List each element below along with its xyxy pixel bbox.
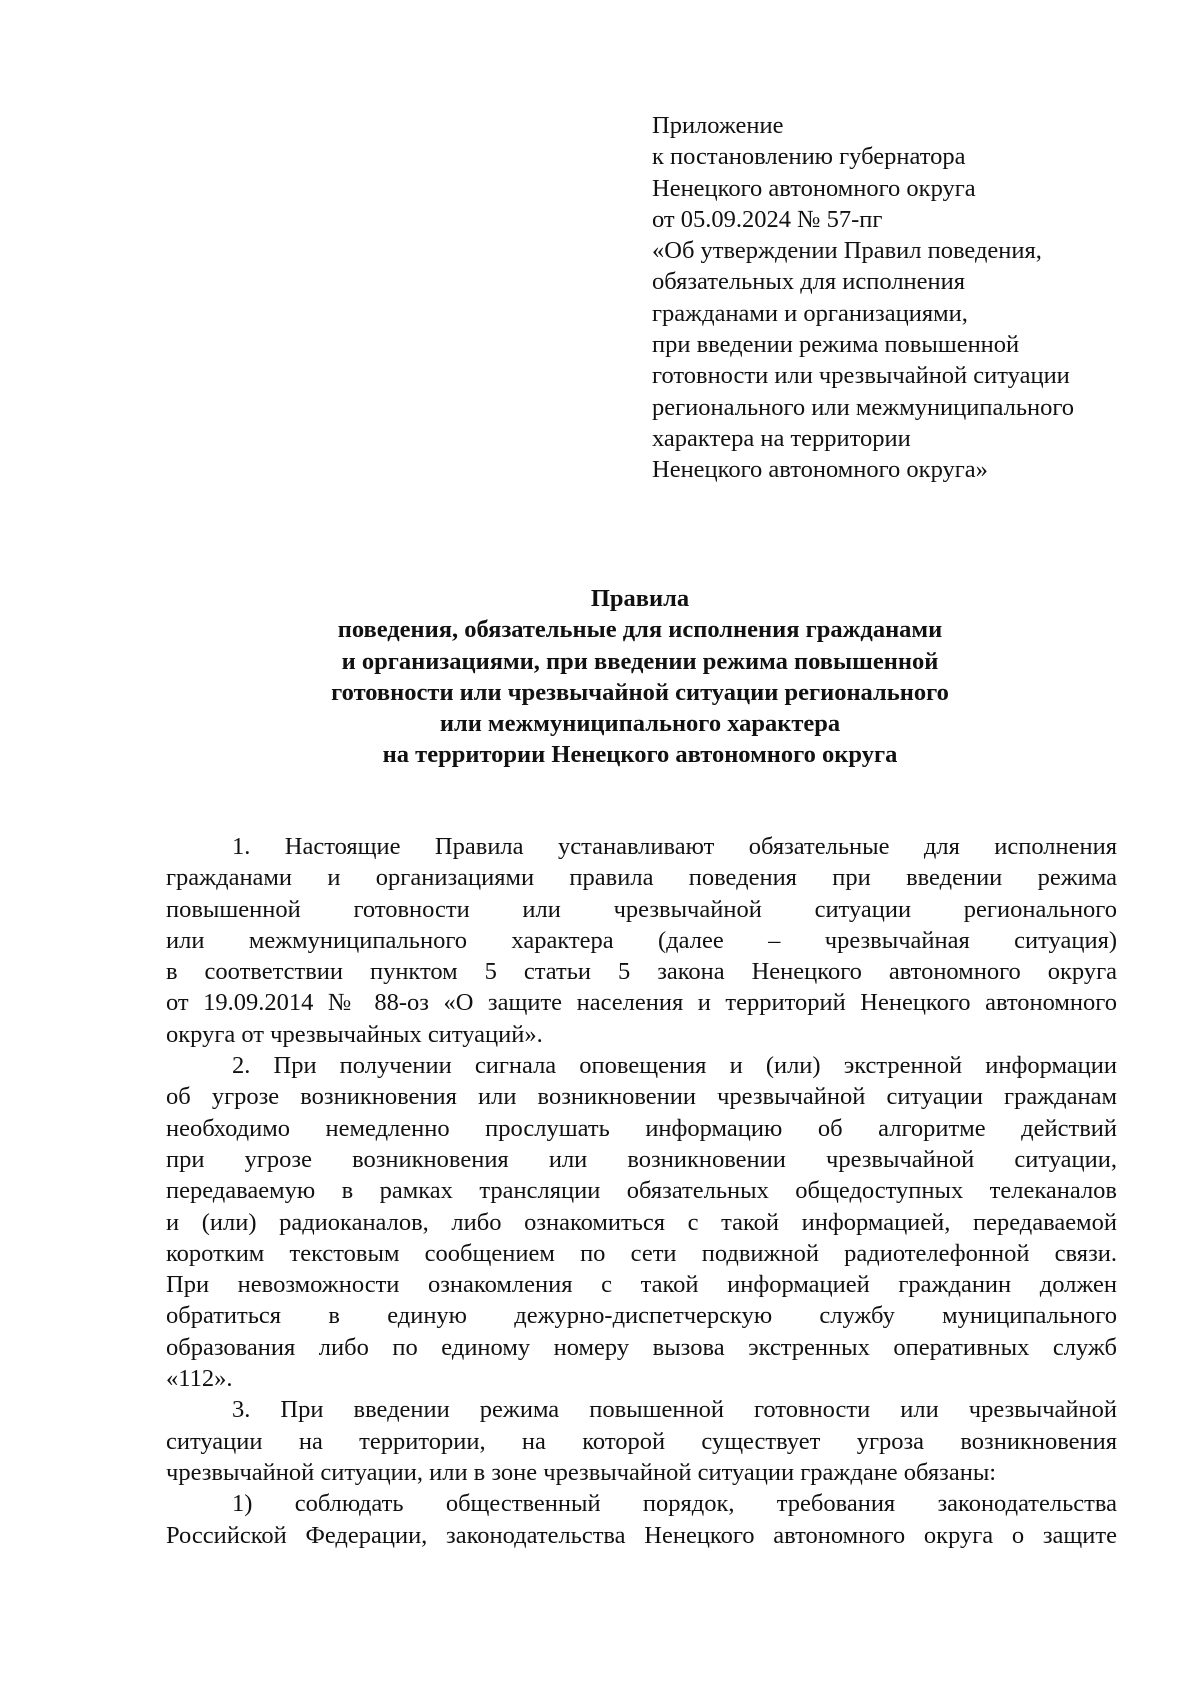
text-line: 1. Настоящие Правила устанавливают обязательные для исполнения bbox=[232, 833, 1117, 860]
appendix-line: готовности или чрезвычайной ситуации bbox=[652, 362, 1070, 390]
paragraph-3-item-1 bbox=[166, 1488, 1117, 1551]
text-line: об угрозе возникновения или возникновении чрезвычайной ситуации гражданам bbox=[166, 1083, 1117, 1111]
appendix-line: от 05.09.2024 № 57-пг bbox=[652, 205, 883, 233]
text-line: от 19.09.2014 № 88-оз «О защите населения и территорий Ненецкого автономного bbox=[166, 989, 1117, 1017]
appendix-line: при введении режима повышенной bbox=[652, 331, 1020, 359]
paragraph-1 bbox=[166, 831, 1117, 1050]
appendix-line: Приложение bbox=[652, 112, 784, 139]
appendix-line: регионального или межмуниципального bbox=[652, 393, 1075, 421]
paragraph-2 bbox=[166, 1050, 1117, 1394]
text-line: необходимо немедленно прослушать информацию об алгоритме действий bbox=[166, 1114, 1117, 1142]
document-title bbox=[160, 583, 1120, 771]
title-line: на территории Ненецкого автономного округа bbox=[382, 741, 898, 769]
paragraph-3 bbox=[166, 1394, 1117, 1488]
text-line: «112». bbox=[166, 1365, 233, 1393]
text-line: гражданами и организациями правила поведения при введении режима bbox=[166, 864, 1117, 892]
title-line: Правила bbox=[590, 585, 690, 612]
title-line: готовности или чрезвычайной ситуации регионального bbox=[331, 678, 949, 706]
text-line: 2. При получении сигнала оповещения и (или) экстренной информации bbox=[232, 1052, 1117, 1080]
text-line: округа от чрезвычайных ситуаций». bbox=[166, 1020, 543, 1048]
title-line: или межмуниципального характера bbox=[439, 710, 841, 738]
text-line: передаваемую в рамках трансляции обязательных общедоступных телеканалов bbox=[166, 1177, 1117, 1205]
text-line: образования либо по единому номеру вызова экстренных оперативных служб bbox=[166, 1333, 1117, 1361]
text-line: при угрозе возникновения или возникновении чрезвычайной ситуации, bbox=[166, 1145, 1117, 1173]
text-line: коротким текстовым сообщением по сети подвижной радиотелефонной связи. bbox=[166, 1239, 1117, 1267]
appendix-line: «Об утверждении Правил поведения, bbox=[652, 237, 1042, 265]
appendix-line: гражданами и организациями, bbox=[652, 299, 968, 327]
text-line: ситуации на территории, на которой существует угроза возникновения bbox=[166, 1427, 1117, 1455]
title-line: поведения, обязательные для исполнения гражданами bbox=[337, 616, 943, 644]
appendix-line: Ненецкого автономного округа» bbox=[652, 456, 988, 484]
appendix-line: к постановлению губернатора bbox=[652, 143, 966, 171]
text-line: При невозможности ознакомления с такой информацией гражданин должен bbox=[166, 1271, 1117, 1299]
text-line: повышенной готовности или чрезвычайной ситуации регионального bbox=[166, 895, 1117, 923]
appendix-line: Ненецкого автономного округа bbox=[652, 174, 976, 202]
appendix-line: характера на территории bbox=[652, 424, 911, 452]
document-body bbox=[166, 831, 1117, 1551]
appendix-line: обязательных для исполнения bbox=[652, 268, 966, 296]
title-line: и организациями, при введении режима повышенной bbox=[341, 647, 939, 675]
text-line: 1) соблюдать общественный порядок, требования законодательства bbox=[232, 1490, 1117, 1518]
text-line: чрезвычайной ситуации, или в зоне чрезвычайной ситуации граждане обязаны: bbox=[166, 1458, 997, 1486]
text-line: в соответствии пунктом 5 статьи 5 закона Ненецкого автономного округа bbox=[166, 958, 1117, 986]
appendix-header bbox=[652, 110, 1172, 486]
text-line: обратиться в единую дежурно-диспетчерскую службу муниципального bbox=[166, 1302, 1117, 1330]
text-line: 3. При введении режима повышенной готовности или чрезвычайной bbox=[232, 1396, 1117, 1424]
text-line: и (или) радиоканалов, либо ознакомиться с такой информацией, передаваемой bbox=[166, 1208, 1117, 1236]
text-line: Российской Федерации, законодательства Ненецкого автономного округа о защите bbox=[166, 1521, 1117, 1549]
text-line: или межмуниципального характера (далее – чрезвычайная ситуация) bbox=[166, 926, 1117, 954]
